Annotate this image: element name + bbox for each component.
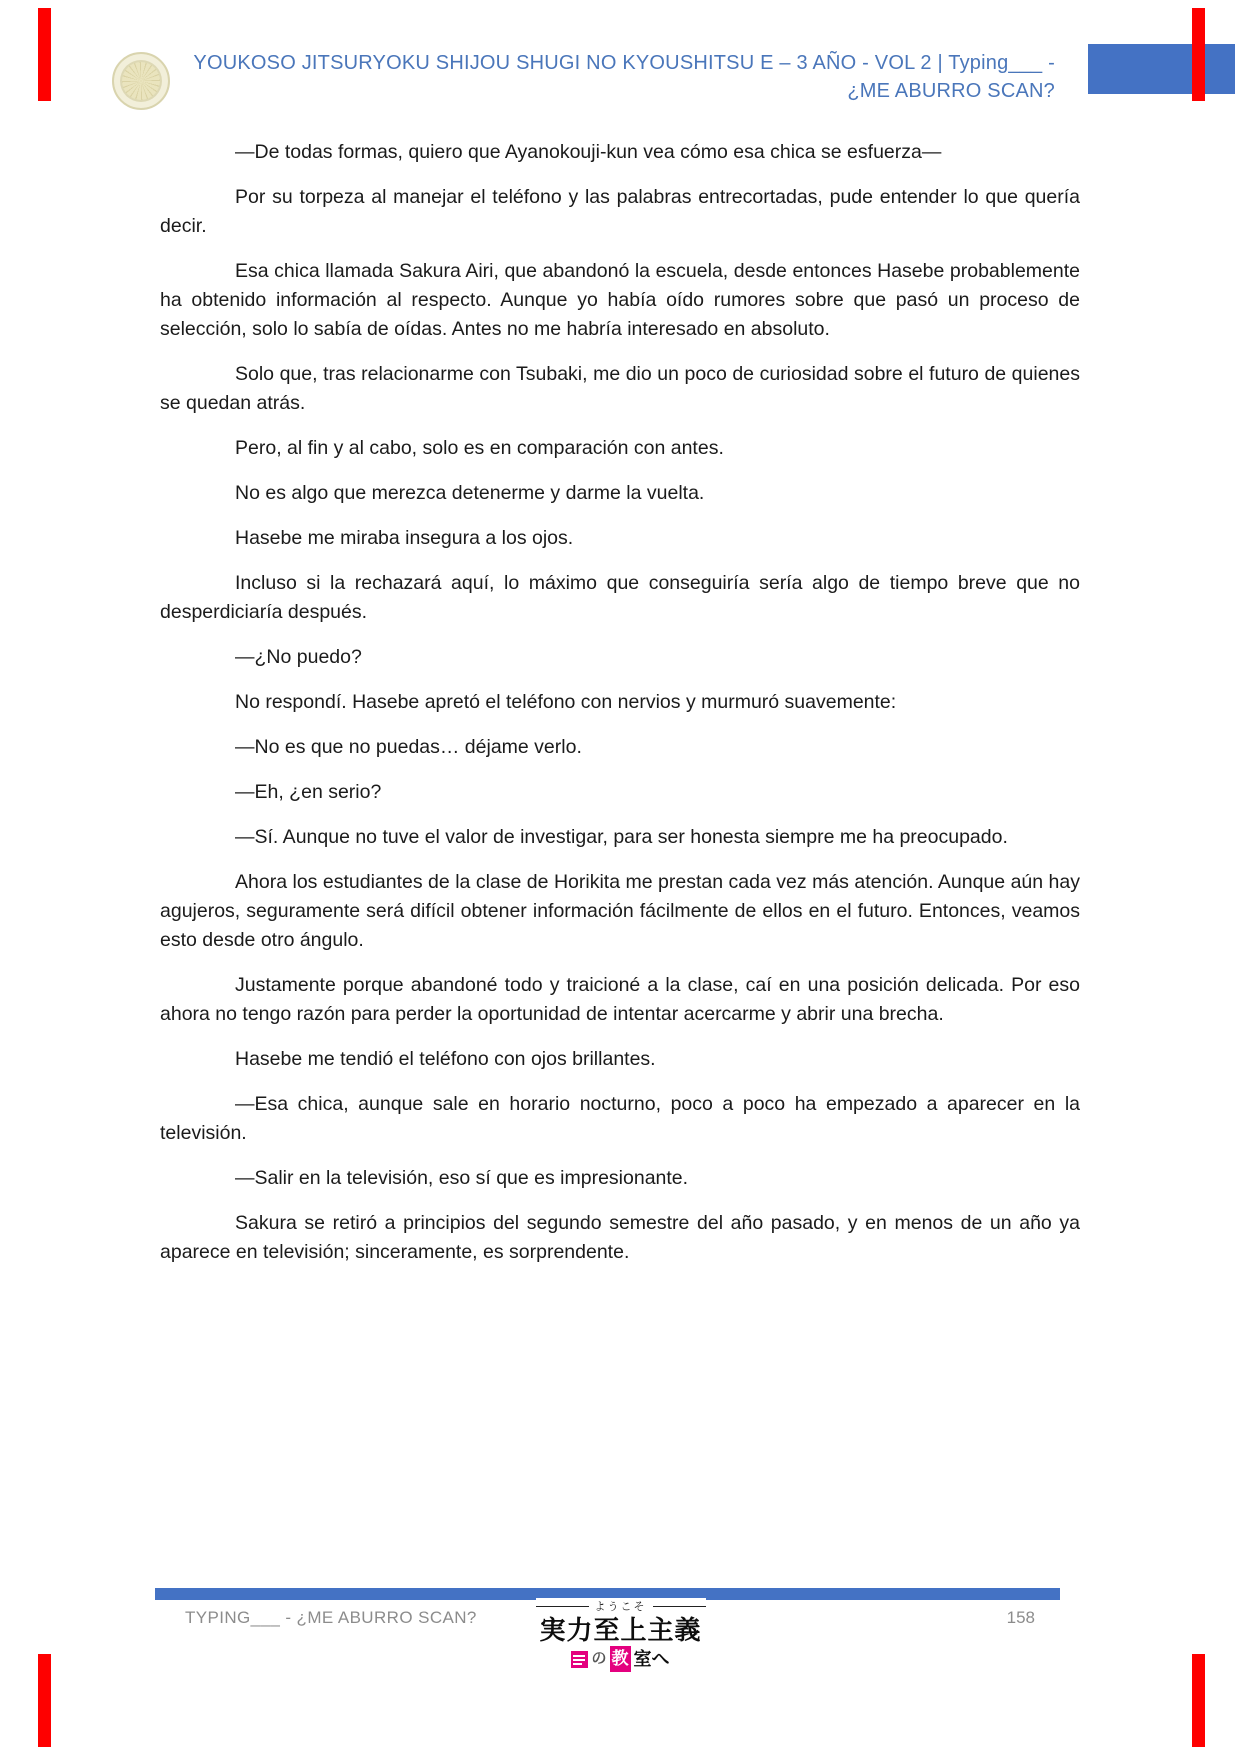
logo-bottom-prefix: の [591, 1650, 607, 1667]
classroom-of-the-elite-logo [536, 1598, 706, 1672]
paragraph: Solo que, tras relacionarme con Tsubaki, me dio un poco de curiosidad sobre el futuro de quienes se quedan atrás. [160, 363, 1080, 414]
logo-top-label: ようこそ [594, 1601, 647, 1613]
paragraph: Justamente porque abandoné todo y traicioné a la clase, caí en una posición delicada. Por eso ahora no tengo razón para perder la oportunidad de intentar acercarme y abrir una brecha. [160, 974, 1080, 1025]
header-blue-block [1088, 44, 1235, 94]
paragraph: Esa chica llamada Sakura Airi, que abandonó la escuela, desde entonces Hasebe probablemente ha obtenido información al respecto. Aunque yo había oído rumores sobre que pasó un proceso de selección, solo lo sabía de oídas. Antes no me habría interesado en absoluto. [160, 260, 1080, 340]
scan-group-seal-logo [112, 52, 170, 110]
paragraph: —Esa chica, aunque sale en horario nocturno, poco a poco ha empezado a aparecer en la televisión. [160, 1093, 1080, 1144]
red-corner-bar-bottom-right [1192, 1654, 1205, 1747]
paragraph: —¿No puedo? [235, 646, 362, 668]
footer-scan-credit: TYPING___ - ¿ME ABURRO SCAN? [185, 1608, 477, 1627]
logo-bottom-suffix: 室へ [633, 1649, 670, 1669]
paragraph: Hasebe me miraba insegura a los ojos. [235, 527, 574, 549]
red-corner-bar-top-left [38, 8, 51, 101]
paragraph: —Eh, ¿en serio? [235, 781, 382, 803]
paragraph: Ahora los estudiantes de la clase de Horikita me prestan cada vez más atención. Aunque aún hay agujeros, seguramente será difícil obtener información fácilmente de ellos en el futuro. Entonces, veamos esto desde otro ángulo. [160, 871, 1080, 951]
paragraph: —De todas formas, quiero que Ayanokouji-kun vea cómo esa chica se esfuerza— [235, 141, 942, 163]
logo-bottom-text [536, 1646, 706, 1672]
paragraph: —No es que no puedas… déjame verlo. [235, 736, 582, 758]
page-header-title: YOUKOSO JITSURYOKU SHIJOU SHUGI NO KYOUSHITSU E – 3 AÑO - VOL 2 | Typing___ - ¿ME ABURRO SCAN? [193, 52, 1055, 102]
page-number: 158 [1006, 1608, 1035, 1627]
red-corner-bar-bottom-left [38, 1654, 51, 1747]
red-corner-bar-top-right [1192, 8, 1205, 101]
paragraph: —Sí. Aunque no tuve el valor de investigar, para ser honesta siempre me ha preocupado. [235, 826, 1008, 848]
paragraph: Hasebe me tendió el teléfono con ojos brillantes. [235, 1048, 656, 1070]
logo-main-text: 実力至上主義 [539, 1615, 702, 1645]
paragraph: Por su torpeza al manejar el teléfono y las palabras entrecortadas, pude entender lo que quería decir. [160, 186, 1080, 237]
paragraph: No es algo que merezca detenerme y darme la vuelta. [235, 482, 705, 504]
paragraph: Incluso si la rechazará aquí, lo máximo que conseguiría sería algo de tiempo breve que no desperdiciaría después. [160, 572, 1080, 623]
logo-bottom-highlight: 教 [610, 1646, 631, 1672]
paragraph: Sakura se retiró a principios del segundo semestre del año pasado, y en menos de un año ya aparece en televisión; sinceramente, es sorprendente. [160, 1212, 1080, 1263]
logo-pink-badge [571, 1651, 588, 1668]
paragraph: Pero, al fin y al cabo, solo es en comparación con antes. [235, 437, 724, 459]
novel-body-text [160, 138, 1080, 1283]
logo-top-text [536, 1598, 706, 1614]
paragraph: —Salir en la televisión, eso sí que es impresionante. [235, 1167, 689, 1189]
paragraph: No respondí. Hasebe apretó el teléfono con nervios y murmuró suavemente: [235, 691, 897, 713]
